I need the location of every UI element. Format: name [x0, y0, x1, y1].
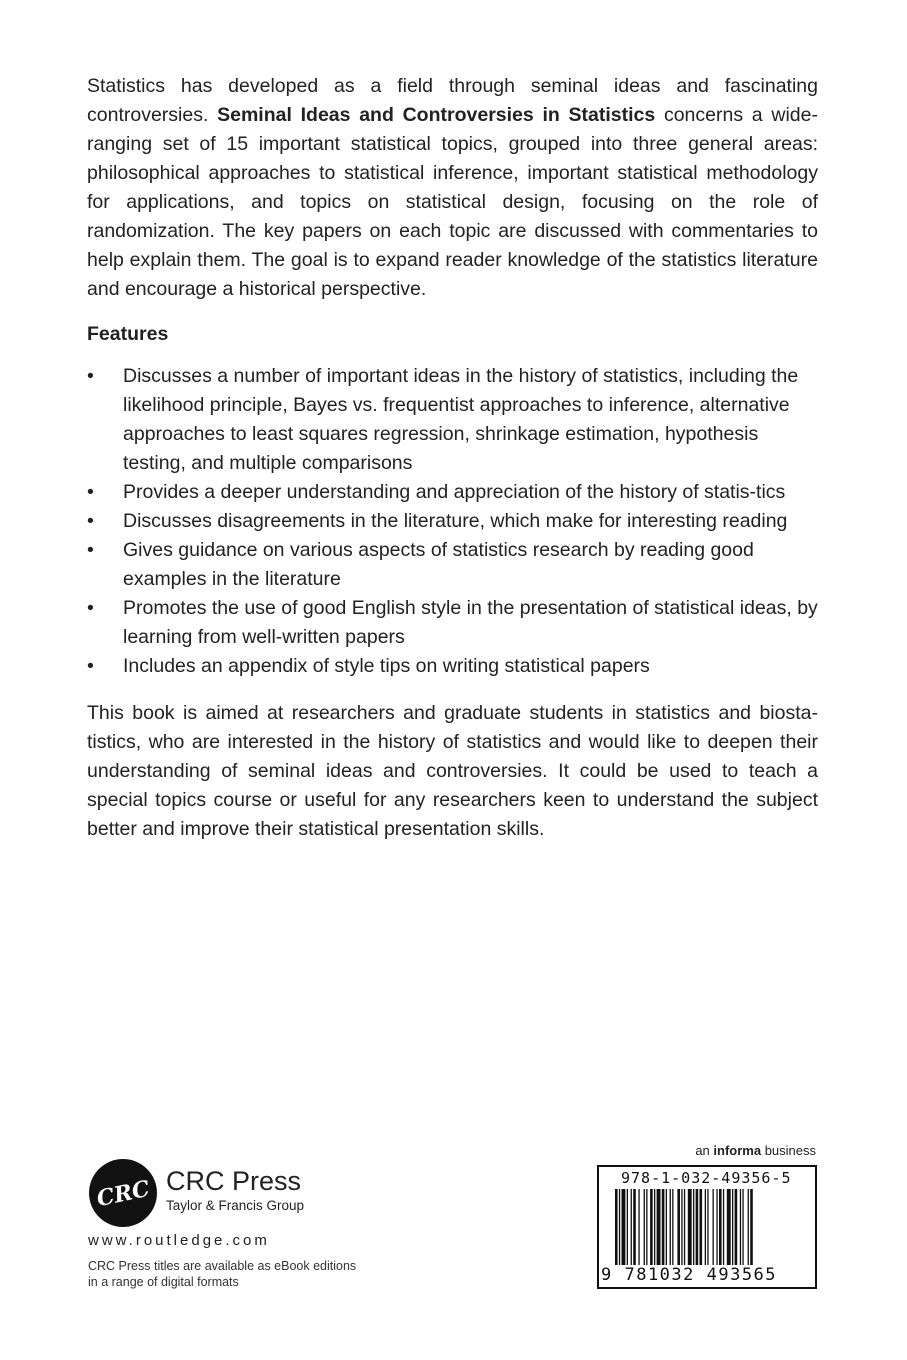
- barcode-bar: [670, 1189, 671, 1267]
- barcode-bar: [615, 1189, 618, 1267]
- informa-brand: informa: [713, 1143, 762, 1158]
- intro-paragraph: [87, 72, 818, 304]
- feature-text: Includes an appendix of style tips on writing statistical papers: [123, 655, 650, 677]
- barcode-bar: [750, 1189, 753, 1267]
- feature-item: [87, 362, 818, 478]
- barcode-bar: [633, 1189, 636, 1267]
- barcode-bar: [622, 1189, 626, 1267]
- isbn-text: 978-1-032-49356-5: [621, 1169, 792, 1187]
- back-cover-text: [87, 72, 818, 844]
- barcode-bar: [719, 1189, 722, 1267]
- ean-digits: 9 781032 493565: [601, 1265, 778, 1285]
- intro-text-end: concerns a wide-ranging set of 15 important statistical topics, grouped into three general areas: philosophical approaches to statistical inference, important statistical methodology for applications, and topics on statistical design, focusing on the role of randomization. The key papers on each topic are discussed with commentaries to help explain them. The goal is to expand reader knowledge of the statistics literature and encourage a historical perspective.: [87, 104, 818, 300]
- informa-prefix: an: [695, 1143, 714, 1158]
- logo-text: CRC: [94, 1175, 152, 1213]
- barcode-bar: [654, 1189, 655, 1267]
- book-title: Seminal Ideas and Controversies in Statistics: [217, 104, 656, 126]
- barcode-bar: [666, 1189, 667, 1267]
- barcode-bar: [727, 1189, 731, 1267]
- barcode-bar: [677, 1189, 680, 1267]
- feature-text: Gives guidance on various aspects of statistics research by reading good examples in the literature: [123, 539, 754, 590]
- barcode-bar: [735, 1189, 738, 1267]
- bullet-icon: •: [87, 539, 94, 561]
- publisher-group: Taylor & Francis Group: [166, 1198, 305, 1213]
- informa-tagline: [695, 1143, 816, 1159]
- ebook-note: CRC Press titles are available as eBook editions in a range of digital formats: [88, 1259, 357, 1289]
- feature-item: [87, 478, 818, 507]
- bullet-icon: •: [87, 510, 94, 532]
- audience-paragraph: This book is aimed at researchers and graduate students in statistics and biosta-tistics, who are interested in the history of statistics and would like to deepen their understanding of seminal ideas and controversies. It could be used to teach a special topics course or useful for any researchers keen to understand the subject better and improve their statistical presentation skills.: [87, 702, 818, 840]
- bullet-icon: •: [87, 481, 94, 503]
- barcode-bar: [631, 1189, 632, 1267]
- features-heading: Features: [87, 323, 169, 345]
- barcode-bar: [672, 1189, 673, 1267]
- feature-item: [87, 594, 818, 652]
- website-link[interactable]: www.routledge.com: [88, 1232, 270, 1249]
- feature-text: Discusses a number of important ideas in the history of statistics, including the likelihood principle, Bayes vs. frequentist approaches to inference, alternative approaches to least squares regression, shrinkage estimation, hypothesis testing, and multiple comparisons: [123, 365, 799, 474]
- barcode-bar: [716, 1189, 717, 1267]
- feature-item: [87, 652, 818, 681]
- barcode-bars: [615, 1189, 805, 1267]
- feature-text: Discusses disagreements in the literature, which make for interesting reading: [123, 510, 788, 532]
- barcode-bar: [650, 1189, 653, 1267]
- barcode-bar: [619, 1189, 620, 1267]
- barcode-bar: [732, 1189, 733, 1267]
- intro-text-start: Statistics has developed as a field through seminal ideas and fascinating controversies.: [87, 75, 818, 126]
- barcode-bar: [684, 1189, 685, 1267]
- barcode-bar: [688, 1189, 692, 1267]
- bullet-icon: •: [87, 597, 94, 619]
- barcode-bar: [627, 1189, 628, 1267]
- barcode-bar: [740, 1189, 741, 1267]
- barcode-bar: [696, 1189, 699, 1267]
- barcode-bar: [644, 1189, 645, 1267]
- barcode-bar: [723, 1189, 724, 1267]
- barcode-bar: [707, 1189, 708, 1267]
- barcode-bar: [657, 1189, 661, 1267]
- barcode-bar: [713, 1189, 714, 1267]
- feature-text: Provides a deeper understanding and appreciation of the history of statis-tics: [123, 481, 786, 503]
- barcode: [597, 1165, 817, 1289]
- crc-logo-icon: [88, 1158, 158, 1228]
- barcode-bar: [646, 1189, 647, 1267]
- barcode-bar: [662, 1189, 665, 1267]
- feature-item: [87, 536, 818, 594]
- barcode-bar: [748, 1189, 749, 1267]
- bullet-icon: •: [87, 655, 94, 677]
- features-list: [87, 362, 818, 681]
- bullet-icon: •: [87, 365, 94, 387]
- barcode-bar: [742, 1189, 743, 1267]
- barcode-bar: [700, 1189, 703, 1267]
- barcode-bar: [638, 1189, 639, 1267]
- feature-item: [87, 507, 818, 536]
- publisher-name: CRC Press: [166, 1166, 302, 1196]
- barcode-bar: [693, 1189, 694, 1267]
- informa-suffix: business: [761, 1143, 816, 1158]
- barcode-bar: [705, 1189, 706, 1267]
- feature-text: Promotes the use of good English style in the presentation of statistical ideas, by learning from well-written papers: [123, 597, 818, 648]
- barcode-bar: [681, 1189, 682, 1267]
